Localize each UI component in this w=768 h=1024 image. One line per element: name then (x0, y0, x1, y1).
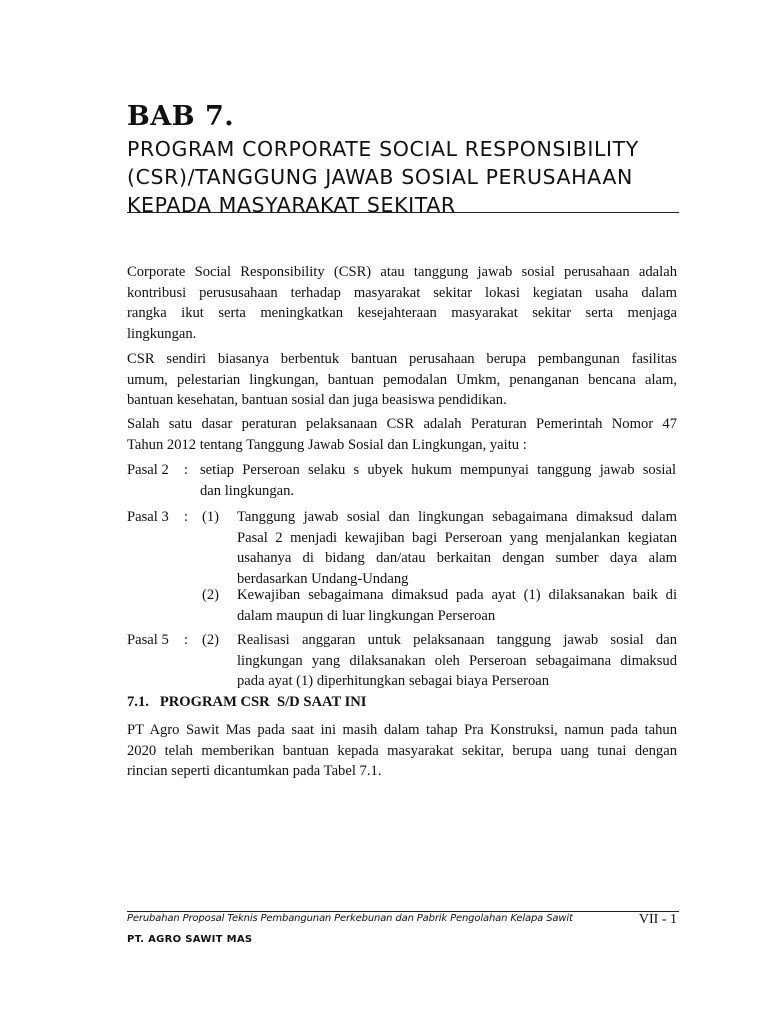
paragraph-line: umum, pelestarian lingkungan, bantuan pemodalan Umkm, penanganan bencana alam, (127, 371, 677, 388)
chapter-title-line: (CSR)/TANGGUNG JAWAB SOSIAL PERUSAHAAN (127, 165, 633, 189)
paragraph-line: lingkungan. (127, 325, 197, 342)
paragraph-line: 2020 telah memberikan bantuan kepada masyarakat sekitar, berupa uang tunai dengan (127, 742, 677, 759)
clause-number: (2) (202, 632, 220, 648)
paragraph-line: CSR sendiri biasanya berbentuk bantuan perusahaan berupa pembangunan fasilitas (127, 351, 677, 367)
clause-text (237, 630, 677, 692)
paragraph-line: PT Agro Sawit Mas pada saat ini masih dalam tahap Pra Konstruksi, namun pada tahun (127, 722, 677, 738)
article-colon: : (184, 632, 189, 648)
article-colon: : (184, 462, 189, 478)
clause-number: (2) (202, 587, 220, 603)
article-label: Pasal 2 (127, 462, 169, 478)
chapter-title-line: KEPADA MASYARAKAT SEKITAR (127, 193, 456, 217)
article-line: dan lingkungan. (200, 482, 295, 499)
footer-document-title: Perubahan Proposal Teknis Pembangunan Perkebunan dan Pabrik Pengolahan Kelapa Sawit (127, 913, 573, 924)
article-pasal-2 (127, 460, 677, 502)
clause-number: (1) (202, 509, 220, 525)
clause-line: Pasal 2 menjadi kewajiban bagi Perseroan yang menjalankan kegiatan (237, 529, 677, 546)
clause-line: lingkungan yang dilaksanakan oleh Perseroan sebagaimana dimaksud (237, 652, 677, 669)
chapter-title (127, 135, 679, 219)
article-colon: : (184, 509, 189, 525)
chapter-title-line: PROGRAM CORPORATE SOCIAL RESPONSIBILITY (127, 137, 639, 161)
paragraph-csr-forms (127, 349, 677, 411)
clause-text (237, 507, 677, 589)
article-pasal-3 (127, 507, 677, 622)
clause-line: Realisasi anggaran untuk pelaksanaan tanggung jawab sosial dan (237, 632, 677, 648)
page-number: VII - 1 (638, 912, 677, 927)
paragraph-csr-program (127, 720, 677, 782)
paragraph-line: rincian seperti dicantumkan pada Tabel 7.1. (127, 763, 382, 779)
article-label: Pasal 3 (127, 509, 169, 525)
footer-divider (127, 911, 679, 912)
paragraph-line: Salah satu dasar peraturan pelaksanaan CSR adalah Peraturan Pemerintah Nomor 47 (127, 416, 677, 432)
clause-line: dalam maupun di luar lingkungan Perseroan (237, 607, 496, 624)
chapter-number: BAB 7. (127, 101, 235, 132)
paragraph-line: bantuan kesehatan, bantuan sosial dan juga beasiswa pendidikan. (127, 392, 507, 408)
paragraph-line: Corporate Social Responsibility (CSR) atau tanggung jawab sosial perusahaan adalah (127, 264, 677, 280)
article-pasal-5 (127, 630, 677, 692)
article-text (200, 460, 676, 501)
clause-line: Tanggung jawab sosial dan lingkungan sebagaimana dimaksud dalam (237, 509, 677, 525)
paragraph-line: Tahun 2012 tentang Tanggung Jawab Sosial dan Lingkungan, yaitu : (127, 436, 527, 453)
article-label: Pasal 5 (127, 632, 169, 648)
footer-company-name: PT. AGRO SAWIT MAS (127, 934, 253, 945)
section-heading: 7.1. PROGRAM CSR S/D SAAT INI (127, 694, 367, 710)
clause-line: Kewajiban sebagaimana dimaksud pada ayat (1) dilaksanakan baik di (237, 587, 677, 603)
paragraph-line: rangka ikut serta meningkatkan kesejahteraan masyarakat sekitar serta menjaga (127, 305, 677, 321)
clause-line: berdasarkan Undang-Undang (237, 570, 409, 587)
clause-line: usahanya di bidang dan/atau berkaitan dengan sumber daya alam (237, 550, 677, 566)
paragraph-line: kontribusi perususahaan terhadap masyarakat sekitar lokasi kegiatan usaha dalam (127, 284, 677, 301)
paragraph-regulation (127, 414, 677, 455)
title-divider (127, 212, 679, 213)
article-line: setiap Perseroan selaku s ubyek hukum mempunyai tanggung jawab sosial (200, 462, 676, 478)
clause-text (237, 585, 677, 626)
paragraph-csr-definition (127, 262, 677, 344)
clause-line: pada ayat (1) diperhitungkan sebagai biaya Perseroan (237, 673, 550, 689)
